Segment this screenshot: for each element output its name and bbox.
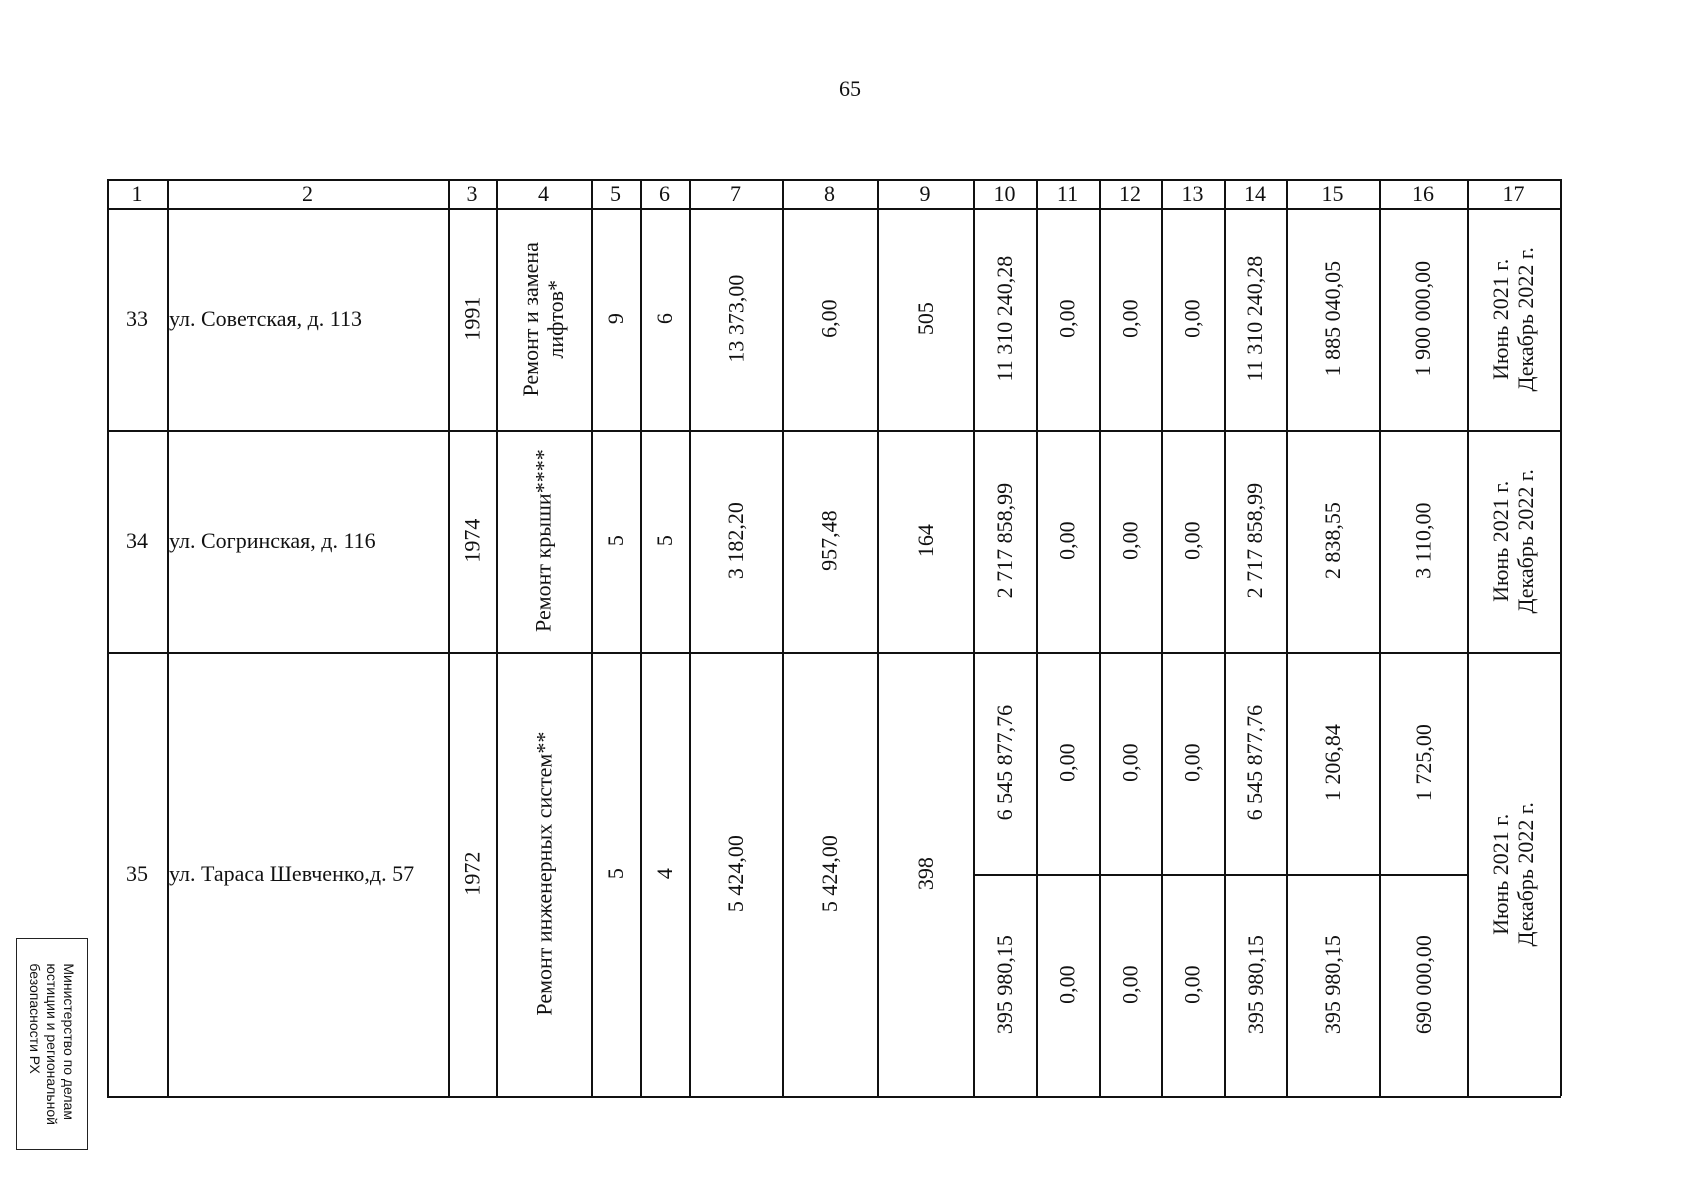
value-c8 (782, 430, 877, 652)
column-header-16 (1379, 179, 1467, 208)
work-type-text: Ремонт и замена (518, 241, 544, 397)
value-c11-text: 0,00 (1054, 521, 1080, 561)
value-c14 (1224, 208, 1286, 430)
build-year-text: 1972 (459, 851, 485, 896)
value-c6 (640, 208, 689, 430)
address-text: ул. Согринская, д. 116 (169, 528, 376, 554)
value-c10-a (973, 652, 1036, 874)
value-c14-text: 11 310 240,28 (1242, 256, 1268, 382)
value-c10-b (973, 874, 1036, 1096)
value-c11 (1036, 430, 1099, 652)
value-c13 (1161, 208, 1224, 430)
row-number-text: 35 (126, 861, 148, 887)
row-number (107, 652, 167, 1096)
value-c5-text: 9 (602, 313, 628, 325)
value-c11-text: 0,00 (1054, 299, 1080, 339)
column-header-8-text: 8 (824, 180, 835, 206)
value-c16-b-text: 690 000,00 (1410, 935, 1436, 1035)
table-rule (1379, 179, 1381, 1096)
value-c12-a (1099, 652, 1161, 874)
column-header-10-text: 10 (993, 180, 1016, 206)
work-type (496, 652, 591, 1096)
value-c16-b (1379, 874, 1467, 1096)
work-period (1467, 208, 1560, 430)
value-c11-b-text: 0,00 (1054, 965, 1080, 1005)
page-number: 65 (839, 76, 861, 101)
value-c7-text: 5 424,00 (722, 835, 748, 913)
column-header-7-text: 7 (730, 180, 741, 206)
value-c8-text: 957,48 (816, 510, 842, 572)
value-c15-text: 2 838,55 (1319, 502, 1345, 580)
table-rule (1286, 179, 1288, 1096)
value-c9-text: 398 (912, 857, 938, 891)
column-header-15-text: 15 (1321, 180, 1344, 206)
value-c12-a-text: 0,00 (1117, 743, 1143, 783)
value-c12-text: 0,00 (1117, 299, 1143, 339)
value-c14-text: 2 717 858,99 (1242, 483, 1268, 599)
table-rule (167, 179, 169, 1096)
table-rule (496, 179, 498, 1096)
value-c12 (1099, 208, 1161, 430)
value-c8 (782, 208, 877, 430)
address (167, 208, 450, 430)
value-c16-a-text: 1 725,00 (1410, 724, 1436, 802)
row-number (107, 430, 167, 652)
column-header-4 (496, 179, 591, 208)
table-rule (1099, 179, 1101, 1096)
value-c8-text: 6,00 (816, 299, 842, 339)
value-c16-text: 1 900 000,00 (1410, 261, 1436, 377)
work-period-text: Декабрь 2022 г. (1513, 801, 1539, 947)
column-header-11 (1036, 179, 1099, 208)
value-c15-a-text: 1 206,84 (1319, 724, 1345, 802)
column-header-17 (1467, 179, 1560, 208)
value-c12-text: 0,00 (1117, 521, 1143, 561)
value-c5 (591, 208, 640, 430)
work-type-text: Ремонт инженерных систем** (530, 732, 556, 1016)
table-rule (640, 179, 642, 1096)
table-rule (1467, 179, 1469, 1096)
value-c16-a (1379, 652, 1467, 874)
work-period-text: Декабрь 2022 г. (1513, 468, 1539, 614)
table-rule (107, 179, 109, 1096)
column-header-4-text: 4 (538, 180, 549, 206)
value-c6-text: 5 (651, 535, 677, 547)
value-c11 (1036, 208, 1099, 430)
work-type (496, 208, 591, 430)
value-c7 (689, 430, 782, 652)
build-year-text: 1991 (459, 296, 485, 341)
value-c6-text: 4 (651, 868, 677, 880)
column-header-1-text: 1 (131, 180, 143, 206)
column-header-14-text: 14 (1244, 180, 1266, 206)
column-header-10 (973, 179, 1036, 208)
value-c16 (1379, 208, 1467, 430)
value-c10 (973, 430, 1036, 652)
value-c13-text: 0,00 (1179, 299, 1205, 339)
stamp-line-1: Министерство по делам (61, 963, 78, 1120)
table-rule (448, 179, 450, 1096)
build-year (448, 430, 496, 652)
value-c13-a (1161, 652, 1224, 874)
column-header-15 (1286, 179, 1379, 208)
value-c12-b-text: 0,00 (1117, 965, 1143, 1005)
table-rule (107, 1096, 1561, 1098)
row-number-text: 33 (126, 306, 148, 332)
value-c5 (591, 430, 640, 652)
value-c10-a-text: 6 545 877,76 (991, 705, 1017, 821)
column-header-13 (1161, 179, 1224, 208)
value-c15-text: 1 885 040,05 (1319, 261, 1345, 377)
column-header-9 (877, 179, 973, 208)
value-c14-a (1224, 652, 1286, 874)
column-header-6 (640, 179, 689, 208)
column-header-2 (167, 179, 448, 208)
value-c8 (782, 652, 877, 1096)
value-c14-b (1224, 874, 1286, 1096)
column-header-17-text: 17 (1502, 180, 1525, 206)
value-c15-b-text: 395 980,15 (1319, 935, 1345, 1035)
table-rule (1036, 179, 1038, 1096)
value-c15-b (1286, 874, 1379, 1096)
value-c5-text: 5 (602, 535, 628, 547)
column-header-16-text: 16 (1412, 180, 1434, 206)
value-c15 (1286, 430, 1379, 652)
value-c9 (877, 652, 973, 1096)
ministry-stamp (16, 938, 88, 1150)
column-header-2-text: 2 (302, 180, 313, 206)
work-type-text: Ремонт крыши**** (530, 449, 556, 633)
table-rule (1161, 179, 1163, 1096)
table-rule (689, 179, 691, 1096)
table-rule (107, 652, 1561, 654)
table-rule (107, 179, 1561, 181)
work-period-text: Июнь 2021 г. (1488, 480, 1514, 602)
stamp-line-2: юстиции и региональной (44, 963, 61, 1125)
value-c7 (689, 208, 782, 430)
column-header-3-text: 3 (466, 180, 478, 206)
value-c9 (877, 430, 973, 652)
column-header-11-text: 11 (1056, 180, 1079, 206)
column-header-7 (689, 179, 782, 208)
value-c16 (1379, 430, 1467, 652)
table-rule (1224, 179, 1226, 1096)
value-c11-b (1036, 874, 1099, 1096)
value-c6-text: 6 (651, 313, 677, 325)
build-year (448, 652, 496, 1096)
column-header-1 (107, 179, 167, 208)
column-header-8 (782, 179, 877, 208)
value-c13-b-text: 0,00 (1179, 965, 1205, 1005)
value-c11-a (1036, 652, 1099, 874)
column-header-3 (448, 179, 496, 208)
value-c9-text: 505 (912, 302, 938, 336)
value-c6 (640, 652, 689, 1096)
column-header-5 (591, 179, 640, 208)
build-year (448, 208, 496, 430)
value-c5-text: 5 (602, 868, 628, 880)
address (167, 652, 450, 1096)
value-c14 (1224, 430, 1286, 652)
value-c6 (640, 430, 689, 652)
column-header-9-text: 9 (919, 180, 931, 206)
column-header-13-text: 13 (1181, 180, 1204, 206)
address-text: ул. Тараса Шевченко, (169, 861, 370, 887)
stamp-line-3: безопасности РХ (27, 963, 44, 1074)
table-rule (591, 179, 593, 1096)
value-c10-text: 2 717 858,99 (991, 483, 1017, 599)
value-c8-text: 5 424,00 (816, 835, 842, 913)
value-c15-a (1286, 652, 1379, 874)
value-c13 (1161, 430, 1224, 652)
table-rule (1560, 179, 1562, 1096)
address-text: ул. Советская, д. 113 (169, 306, 362, 332)
value-c14-b-text: 395 980,15 (1242, 935, 1268, 1035)
work-type-text: лифтов* (543, 279, 569, 359)
value-c7-text: 13 373,00 (722, 274, 748, 363)
work-period (1467, 652, 1560, 1096)
value-c7 (689, 652, 782, 1096)
column-header-12 (1099, 179, 1161, 208)
table-rule (877, 179, 879, 1096)
table-rule (782, 179, 784, 1096)
value-c12 (1099, 430, 1161, 652)
row-number-text: 34 (126, 528, 148, 554)
value-c13-b (1161, 874, 1224, 1096)
value-c9-text: 164 (912, 524, 938, 558)
table-rule (107, 430, 1561, 432)
row-number (107, 208, 167, 430)
value-c14-a-text: 6 545 877,76 (1242, 705, 1268, 821)
value-c9 (877, 208, 973, 430)
value-c15 (1286, 208, 1379, 430)
value-c10-b-text: 395 980,15 (991, 935, 1017, 1035)
table-rule (973, 179, 975, 1096)
column-header-12-text: 12 (1119, 180, 1141, 206)
value-c10 (973, 208, 1036, 430)
address-text: д. 57 (369, 861, 415, 887)
work-period-text: Декабрь 2022 г. (1513, 246, 1539, 392)
value-c11-a-text: 0,00 (1054, 743, 1080, 783)
work-period-text: Июнь 2021 г. (1488, 813, 1514, 935)
value-c10-text: 11 310 240,28 (991, 256, 1017, 382)
value-c7-text: 3 182,20 (722, 502, 748, 580)
column-header-5-text: 5 (610, 180, 621, 206)
work-type (496, 430, 591, 652)
column-header-14 (1224, 179, 1286, 208)
work-period (1467, 430, 1560, 652)
value-c16-text: 3 110,00 (1410, 502, 1436, 580)
table-rule (107, 208, 1561, 210)
build-year-text: 1974 (459, 518, 485, 563)
address (167, 430, 450, 652)
value-c13-text: 0,00 (1179, 521, 1205, 561)
work-period-text: Июнь 2021 г. (1488, 258, 1514, 380)
value-c12-b (1099, 874, 1161, 1096)
value-c13-a-text: 0,00 (1179, 743, 1205, 783)
table-rule (973, 874, 1467, 876)
column-header-6-text: 6 (659, 180, 670, 206)
value-c5 (591, 652, 640, 1096)
